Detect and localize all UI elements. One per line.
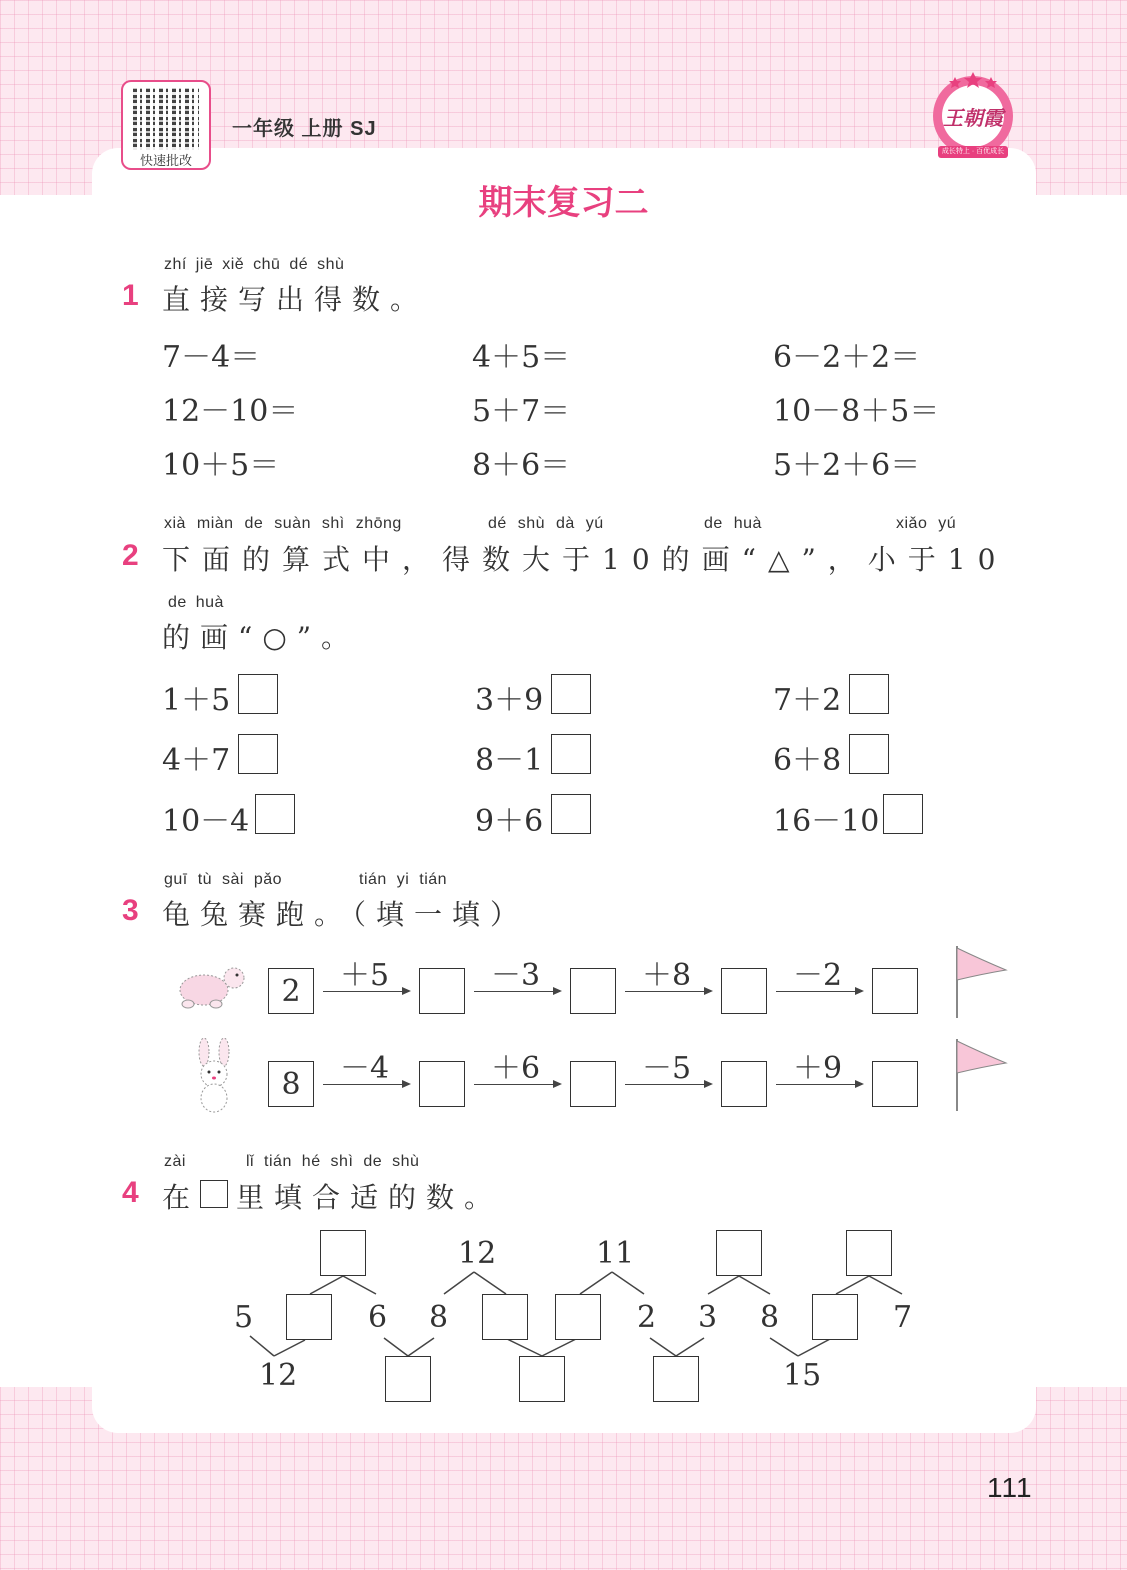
q1-eq-1: 7－4＝ (162, 340, 261, 375)
q1-eq-5: 5＋7＝ (472, 394, 571, 429)
question-3-text: 龟兔赛跑。（填一填） (162, 898, 529, 931)
turtle-answer-box-4[interactable] (872, 968, 918, 1014)
turtle-op-4: －2 (793, 958, 843, 993)
question-2-pinyin-2: dé shù dà yú (488, 515, 604, 532)
q2-answer-box-8[interactable] (551, 794, 591, 834)
question-2-number: 2 (122, 539, 139, 572)
q2-item-1: 1＋5 (162, 683, 231, 718)
rabbit-op-4: ＋9 (793, 1051, 843, 1086)
q2-answer-box-9[interactable] (883, 794, 923, 834)
q1-eq-4: 12－10＝ (162, 394, 299, 429)
turtle-answer-box-1[interactable] (419, 968, 465, 1014)
turtle-op-2: －3 (491, 958, 541, 993)
turtle-op-3: ＋8 (642, 958, 692, 993)
q2-item-9: 16－10 (773, 804, 880, 839)
rabbit-op-3: －5 (642, 1051, 692, 1086)
q2-answer-box-3[interactable] (849, 674, 889, 714)
question-4-pinyin-2: lǐ tián hé shì de shù (246, 1153, 420, 1170)
question-2-pinyin-line2: de huà (168, 594, 224, 611)
question-2-pinyin-4: xiǎo yú (896, 515, 957, 532)
question-4-pinyin-1: zài (164, 1153, 186, 1170)
question-4-number: 4 (122, 1176, 139, 1209)
turtle-answer-box-2[interactable] (570, 968, 616, 1014)
bond-mid-7: 7 (893, 1300, 913, 1335)
turtle-illustration (172, 960, 248, 1014)
question-1-text: 直接写出得数。 (162, 283, 429, 316)
question-3-pinyin-1: guī tù sài pǎo (164, 871, 283, 888)
question-4-text-after: 里填合适的数。 (236, 1181, 503, 1214)
qr-code[interactable] (121, 80, 211, 170)
q1-eq-9: 5＋2＋6＝ (773, 448, 921, 483)
rabbit-illustration (188, 1038, 240, 1116)
qr-label: 快速批改 (139, 153, 192, 168)
question-1-pinyin: zhí jiē xiě chū dé shù (164, 256, 345, 273)
question-3-pinyin-2: tián yi tián (359, 871, 448, 888)
question-3-number: 3 (122, 894, 139, 927)
rabbit-start-value: 8 (281, 1067, 301, 1102)
q2-item-2: 3＋9 (475, 683, 544, 718)
bond-mid-8a: 8 (429, 1300, 449, 1335)
q1-eq-6: 10－8＋5＝ (773, 394, 940, 429)
bond-box-top-2[interactable] (716, 1230, 762, 1276)
bond-box-top-1[interactable] (320, 1230, 366, 1276)
turtle-start-value: 2 (281, 974, 301, 1009)
bond-top-12: 12 (458, 1236, 497, 1271)
bond-mid-6: 6 (368, 1300, 388, 1335)
bond-mid-3: 3 (698, 1300, 718, 1335)
logo-subtext: 成长特上 · 百优成长 (941, 148, 1005, 155)
q2-item-6: 6＋8 (773, 743, 842, 778)
question-1-number: 1 (122, 279, 139, 312)
q1-eq-8: 8＋6＝ (472, 448, 571, 483)
q1-eq-7: 10＋5＝ (162, 448, 280, 483)
q2-item-5: 8－1 (475, 743, 544, 778)
grade-label: 一年级 上册 SJ (232, 118, 377, 140)
bond-box-bottom-3[interactable] (653, 1356, 699, 1402)
question-2-pinyin-3: de huà (704, 515, 762, 532)
q2-item-3: 7＋2 (773, 683, 842, 718)
q2-item-4: 4＋7 (162, 743, 231, 778)
bond-box-mid-4[interactable] (812, 1294, 858, 1340)
logo-text: 王朝霞 (943, 106, 1003, 130)
bond-box-mid-2[interactable] (482, 1294, 528, 1340)
bond-box-mid-3[interactable] (555, 1294, 601, 1340)
finish-flag-1 (952, 944, 1012, 1020)
question-4-inline-box (200, 1180, 228, 1208)
bond-box-mid-1[interactable] (286, 1294, 332, 1340)
turtle-answer-box-3[interactable] (721, 968, 767, 1014)
finish-flag-2 (952, 1037, 1012, 1113)
turtle-op-1: ＋5 (340, 958, 390, 993)
bond-box-bottom-2[interactable] (519, 1356, 565, 1402)
question-2-pinyin-1: xià miàn de suàn shì zhōng (164, 515, 402, 532)
q2-answer-box-5[interactable] (551, 734, 591, 774)
rabbit-op-1: －4 (340, 1051, 390, 1086)
q2-answer-box-1[interactable] (238, 674, 278, 714)
question-4-text-before: 在 (162, 1181, 201, 1214)
q2-item-8: 9＋6 (475, 804, 544, 839)
rabbit-answer-box-3[interactable] (721, 1061, 767, 1107)
rabbit-answer-box-2[interactable] (570, 1061, 616, 1107)
turtle-icon (172, 960, 248, 1014)
q2-answer-box-2[interactable] (551, 674, 591, 714)
q1-eq-2: 4＋5＝ (472, 340, 571, 375)
bond-box-bottom-1[interactable] (385, 1356, 431, 1402)
flag-icon (952, 944, 1012, 1020)
q2-answer-box-6[interactable] (849, 734, 889, 774)
rabbit-answer-box-4[interactable] (872, 1061, 918, 1107)
bond-mid-5: 5 (234, 1300, 254, 1335)
rabbit-op-2: ＋6 (491, 1051, 541, 1086)
page-title: 期末复习二 (478, 183, 649, 223)
rabbit-answer-box-1[interactable] (419, 1061, 465, 1107)
q2-answer-box-7[interactable] (255, 794, 295, 834)
bond-mid-2: 2 (637, 1300, 657, 1335)
bond-bottom-15: 15 (783, 1358, 822, 1393)
bond-top-11: 11 (596, 1236, 635, 1271)
q1-eq-3: 6－2＋2＝ (773, 340, 921, 375)
question-2-text-1: 下面的算式中，得数大于10的画“△”，小于10 (162, 543, 1008, 576)
flag-icon (952, 1037, 1012, 1113)
bond-mid-8b: 8 (760, 1300, 780, 1335)
page-number: 111 (987, 1472, 1033, 1503)
brand-logo (930, 68, 1016, 164)
bond-bottom-12: 12 (259, 1358, 298, 1393)
rabbit-icon (188, 1038, 240, 1116)
q2-item-7: 10－4 (162, 804, 250, 839)
question-2-text-2: 的画“○”。 (162, 621, 360, 654)
q2-answer-box-4[interactable] (238, 734, 278, 774)
bond-box-top-3[interactable] (846, 1230, 892, 1276)
